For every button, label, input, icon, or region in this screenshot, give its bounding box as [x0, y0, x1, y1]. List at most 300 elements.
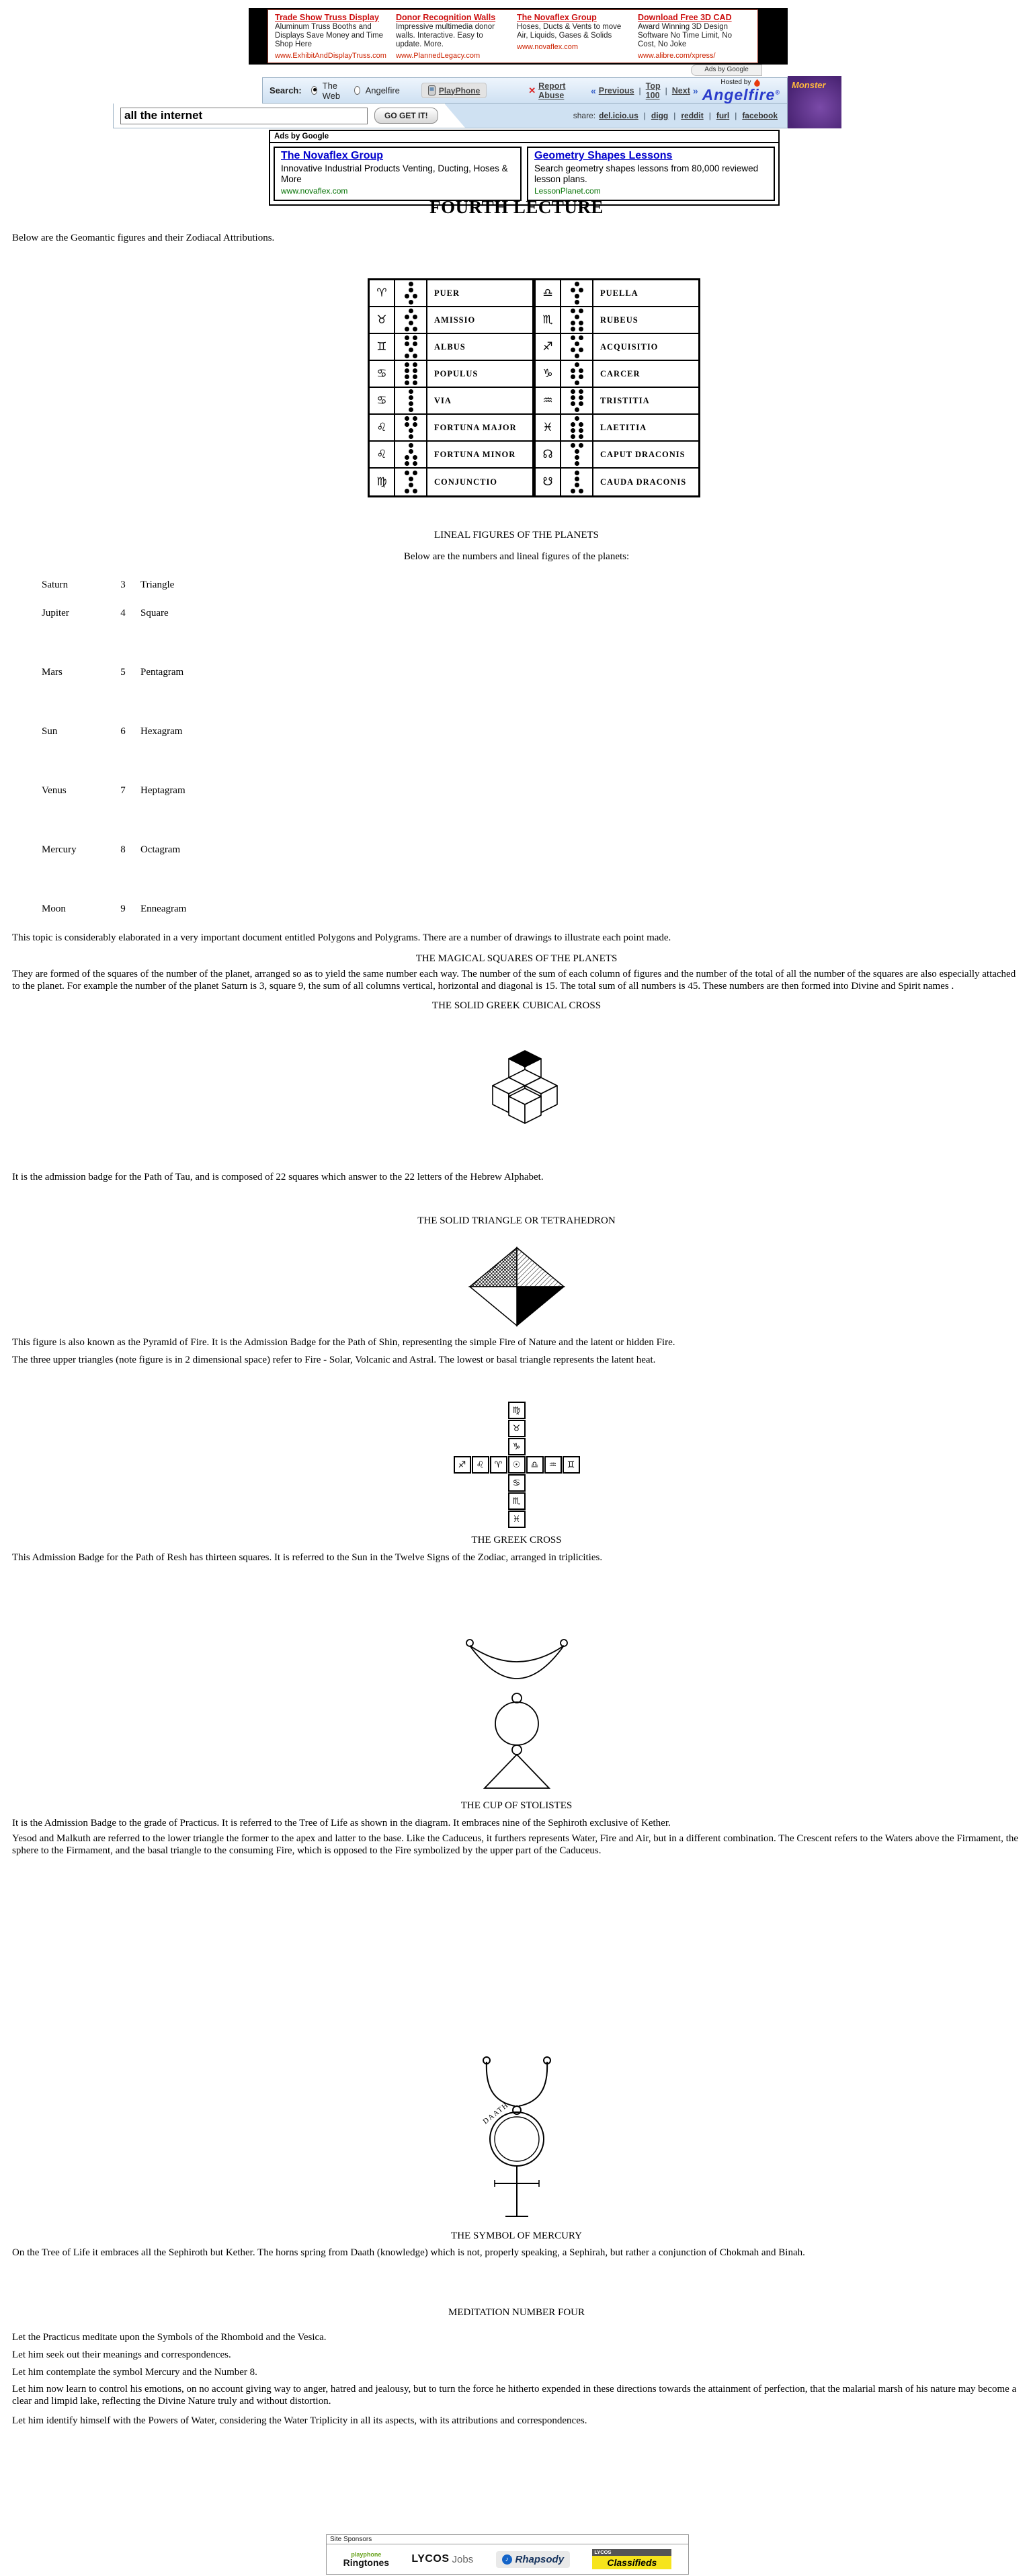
planet-list	[42, 579, 186, 916]
daath-label: DAATH	[481, 2101, 510, 2126]
angelfire-toolbar	[113, 77, 788, 128]
dot-rank	[571, 335, 583, 340]
dot-rank	[575, 380, 579, 385]
zodiac-sign-glyph: ♏	[536, 307, 561, 333]
planet-number: 9	[120, 903, 126, 914]
planet-row	[42, 903, 186, 916]
planet-figure-name: Hexagram	[140, 726, 183, 737]
dot	[413, 461, 417, 466]
dot	[413, 362, 417, 367]
geomantic-row	[536, 307, 698, 334]
heading-magical-squares: THE MAGICAL SQUARES OF THE PLANETS	[415, 953, 618, 964]
dot-rank	[405, 335, 417, 340]
dot	[571, 428, 575, 433]
dot	[405, 354, 409, 358]
dot-rank	[409, 348, 413, 352]
paragraph-meditation-5: Let him identify himself with the Powers of Water, considering the Water Triplicity in all its aspects, with its attributions and correspondences.	[12, 2415, 587, 2426]
dot-rank	[409, 483, 413, 487]
geomantic-row	[536, 280, 698, 307]
separator: |	[665, 85, 667, 95]
dot	[579, 374, 583, 379]
dot-rank	[405, 489, 417, 493]
dot	[405, 294, 409, 298]
geomantic-dots	[395, 415, 427, 440]
dot	[571, 335, 575, 340]
geomantic-name: CARCER	[600, 368, 641, 378]
banner-ad-body: Hoses, Ducts & Vents to move Air, Liquids, Gases & Solids	[517, 23, 622, 40]
dot-rank	[571, 348, 583, 352]
heading-meditation: MEDITATION NUMBER FOUR	[448, 2307, 585, 2318]
geomantic-dots	[561, 388, 593, 413]
dot	[579, 395, 583, 400]
share-link-reddit[interactable]: reddit	[681, 111, 704, 120]
dot	[579, 348, 583, 352]
dot	[575, 471, 579, 475]
dot-rank	[409, 309, 413, 313]
previous-link[interactable]: Previous	[598, 85, 634, 95]
dot-rank	[575, 483, 579, 487]
dot	[413, 471, 417, 475]
greek-cross-cell: ☉	[508, 1456, 526, 1474]
banner-ad-url-link[interactable]: www.novaflex.com	[517, 43, 579, 51]
dot	[405, 315, 409, 319]
dot-rank	[575, 294, 579, 298]
planet-name: Mercury	[42, 844, 77, 855]
dot	[409, 428, 413, 433]
dot-rank	[405, 294, 417, 298]
dot	[409, 309, 413, 313]
banner-ad	[517, 13, 630, 60]
banner-ad-title-link[interactable]: Download Free 3D CAD	[638, 13, 732, 22]
dot	[579, 443, 583, 448]
geomantic-dots	[395, 334, 427, 360]
google-ad-title-link[interactable]: The Novaflex Group	[281, 150, 384, 161]
planet-figure-name: Pentagram	[140, 667, 184, 678]
banner-ad	[396, 13, 509, 60]
geomantic-dots	[561, 280, 593, 306]
greek-cross-cell: ♋	[508, 1474, 526, 1492]
paragraph-tree-of-life: On the Tree of Life it embraces all the Sephiroth but Kether. The horns spring from Daath (knowledge) which is not, properly speaking, a Sephirah, but rather a conjunction of Chokmah and Binah.	[12, 2247, 805, 2258]
dot	[571, 374, 575, 379]
dot-rank	[409, 434, 413, 439]
zodiac-sign-glyph: ♒	[536, 388, 561, 413]
share-link-facebook[interactable]: facebook	[742, 111, 778, 120]
page-title: FOURTH LECTURE	[429, 197, 604, 217]
playphone-link[interactable]	[421, 83, 487, 98]
playphone-label: PlayPhone	[438, 85, 481, 95]
zodiac-sign-glyph: ☋	[536, 469, 561, 495]
greek-cross-cell: ♈	[490, 1456, 507, 1474]
radio-the-web-label[interactable]: The Web	[322, 80, 341, 101]
radio-angelfire-label[interactable]: Angelfire	[365, 85, 400, 95]
geomantic-dots	[395, 361, 427, 387]
dot	[409, 401, 413, 406]
go-get-it-button[interactable]: GO GET IT!	[374, 108, 438, 124]
search-input[interactable]	[120, 108, 368, 124]
share-link-delicious[interactable]: del.icio.us	[599, 111, 638, 120]
dot-rank	[409, 443, 413, 448]
dot-rank	[575, 449, 579, 454]
geomantic-name: POPULUS	[434, 368, 479, 378]
radio-the-web[interactable]	[311, 86, 317, 95]
geomantic-row	[536, 388, 698, 415]
dot	[575, 407, 579, 412]
dot	[405, 362, 409, 367]
sponsor-ringtones[interactable]	[343, 2552, 389, 2567]
dot-rank	[405, 327, 417, 331]
geomantic-table	[368, 278, 700, 497]
planet-row	[42, 844, 186, 856]
dot-rank	[571, 374, 583, 379]
mercury-symbol-figure	[0, 2052, 1033, 2223]
paragraph-path-of-tau: It is the admission badge for the Path of Tau, and is composed of 22 squares which answer to the 22 letters of the Hebrew Alphabet.	[12, 1172, 544, 1182]
monster-ad[interactable]	[788, 76, 841, 128]
dot	[575, 449, 579, 454]
dot-rank	[575, 477, 579, 481]
tetrahedron-drawing	[466, 1245, 567, 1328]
dot-rank	[405, 380, 417, 385]
greek-cross-cell: ♓	[508, 1511, 526, 1528]
dot-rank	[409, 407, 413, 412]
sponsor-classifieds-label: Classifieds	[592, 2556, 671, 2569]
geomantic-row	[370, 361, 532, 388]
geomantic-row	[370, 280, 532, 307]
sponsor-row	[327, 2544, 688, 2574]
banner-ad-url-link[interactable]: www.alibre.com/xpress/	[638, 52, 716, 60]
greek-cross-cell: ♊	[563, 1456, 580, 1474]
dot	[413, 489, 417, 493]
paragraph-three-upper: The three upper triangles (note figure is in 2 dimensional space) refer to Fire - Solar, Volcanic and Astral. The lowest or basal triangle represents the latent heat.	[12, 1355, 656, 1365]
geomantic-name: FORTUNA MAJOR	[434, 422, 517, 432]
dot	[413, 354, 417, 358]
greek-cross-cell: ♐	[454, 1456, 471, 1474]
banner-ad-url-link[interactable]: www.ExhibitAndDisplayTruss.com	[275, 52, 386, 60]
google-ad-url: LessonPlanet.com	[534, 186, 601, 196]
zodiac-sign-glyph: ♊	[370, 334, 395, 360]
geomantic-name: PUER	[434, 288, 460, 298]
dot	[571, 309, 575, 313]
geomantic-name: CAUDA DRACONIS	[600, 477, 687, 487]
dot-rank	[409, 288, 413, 292]
greek-cross-figure	[454, 1402, 580, 1528]
zodiac-sign-glyph: ♈	[370, 280, 395, 306]
sponsor-classifieds[interactable]	[592, 2549, 671, 2569]
radio-angelfire[interactable]	[354, 86, 360, 95]
dot	[571, 321, 575, 325]
geomantic-row	[536, 442, 698, 469]
planet-number: 7	[120, 785, 126, 796]
share-label: share:	[573, 111, 596, 120]
banner-ad-title-link[interactable]: Trade Show Truss Display	[275, 13, 379, 22]
dot	[409, 389, 413, 394]
geomantic-row	[536, 334, 698, 361]
dot	[413, 341, 417, 346]
dot-rank	[575, 461, 579, 466]
zodiac-sign-glyph: ♉	[370, 307, 395, 333]
geomantic-name: ALBUS	[434, 341, 466, 352]
dot-rank	[571, 422, 583, 427]
top-ad-banner	[249, 8, 788, 65]
planet-name: Venus	[42, 785, 67, 796]
planet-number: 3	[120, 579, 126, 590]
planet-figure-name: Square	[140, 608, 169, 618]
geomantic-row	[370, 388, 532, 415]
dot	[571, 368, 575, 373]
planet-row	[42, 726, 186, 738]
chevron-left-icon: «	[590, 85, 596, 96]
banner-ad-body: Award Winning 3D Design Software No Time Limit, No Cost, No Joke	[638, 23, 732, 48]
dot	[571, 327, 575, 331]
geomantic-dots	[395, 469, 427, 495]
geomantic-name: PUELLA	[600, 288, 638, 298]
google-ads-cells	[270, 143, 778, 204]
dot-rank	[405, 362, 417, 367]
dot-rank	[405, 455, 417, 460]
dot-rank	[405, 368, 417, 373]
dot	[575, 380, 579, 385]
dot-rank	[571, 368, 583, 373]
dot	[571, 422, 575, 427]
paragraph-meditation-3: Let him contemplate the symbol Mercury and the Number 8.	[12, 2367, 257, 2378]
heading-greek-cross: THE GREEK CROSS	[471, 1535, 562, 1545]
paragraph-meditation-4: Let him now learn to control his emotions, on no account giving way to anger, hatred and jealousy, but to turn the force he hitherto expended in these directions towards the attainment of perfection, that the malarial marsh of his nature may become a clear and limpid lake, reflecting the Divine Nature truly and without distortion.	[12, 2384, 1017, 2407]
toolbar-row-search	[262, 77, 788, 104]
dot	[409, 348, 413, 352]
dot	[575, 483, 579, 487]
dot	[575, 341, 579, 346]
banner-ad-strip	[267, 9, 758, 63]
geomantic-name: LAETITIA	[600, 422, 647, 432]
mercury-symbol-drawing	[453, 2052, 581, 2223]
monster-ad-label: Monster	[792, 80, 826, 90]
dot	[409, 483, 413, 487]
geomantic-row	[370, 307, 532, 334]
planet-number: 8	[120, 844, 126, 855]
dot	[409, 282, 413, 286]
paragraph-pyramid-of-fire: This figure is also known as the Pyramid of Fire. It is the Admission Badge for the Path of Shin, representing the simple Fire of Nature and the latent or hidden Fire.	[12, 1337, 675, 1348]
dot-rank	[571, 327, 583, 331]
google-ad-title-link[interactable]: Geometry Shapes Lessons	[534, 150, 673, 161]
dot-rank	[405, 471, 417, 475]
cup-of-stolistes-figure	[0, 1625, 1033, 1794]
prev-next-nav	[591, 81, 698, 100]
geomantic-dots	[395, 307, 427, 333]
greek-cross-cell: ♎	[526, 1456, 544, 1474]
google-ads-label: Ads by Google	[270, 131, 778, 143]
banner-ad-url-link[interactable]: www.PlannedLegacy.com	[396, 52, 481, 60]
dot	[579, 434, 583, 439]
zodiac-sign-glyph: ♐	[536, 334, 561, 360]
dot-rank	[575, 282, 579, 286]
dot	[575, 300, 579, 305]
geomantic-row	[536, 361, 698, 388]
dot	[413, 294, 417, 298]
geomantic-dots	[395, 442, 427, 467]
dot	[405, 374, 409, 379]
zodiac-sign-glyph: ☊	[536, 442, 561, 467]
dot-rank	[405, 416, 417, 421]
dot	[409, 434, 413, 439]
cubical-cross-drawing	[460, 1039, 574, 1152]
report-abuse-link[interactable]	[528, 81, 569, 100]
geomantic-row	[370, 469, 532, 495]
separator: |	[708, 111, 711, 120]
dot	[579, 422, 583, 427]
dot-rank	[571, 288, 583, 292]
dot-rank	[575, 471, 579, 475]
dot	[409, 477, 413, 481]
geomantic-name: CAPUT DRACONIS	[600, 449, 686, 459]
share-link-digg[interactable]: digg	[651, 111, 669, 120]
dot	[575, 416, 579, 421]
intro-paragraph: Below are the Geomantic figures and their Zodiacal Attributions.	[12, 233, 275, 243]
planet-name: Moon	[42, 903, 66, 914]
playphone-brand: playphone	[351, 2550, 382, 2558]
dot	[575, 282, 579, 286]
banner-ad-body: Impressive multimedia donor walls. Interactive. Easy to update. More.	[396, 23, 495, 48]
dot	[413, 315, 417, 319]
greek-cross-cell: ♍	[508, 1402, 526, 1419]
dot	[405, 341, 409, 346]
dot	[405, 416, 409, 421]
banner-ad-title-link[interactable]: Donor Recognition Walls	[396, 13, 496, 22]
dot	[579, 327, 583, 331]
geomantic-row	[536, 415, 698, 442]
dot	[409, 321, 413, 325]
dot	[571, 348, 575, 352]
dot	[571, 401, 575, 406]
geomantic-row	[370, 442, 532, 469]
zodiac-sign-glyph: ♌	[370, 415, 395, 440]
paragraph-magical-squares: They are formed of the squares of the number of the planet, arranged so as to yield the same number each way. The number of the sum of each column of figures and the number of the total of all the number of the squares are also especially attached to the planet. For example the number of the planet Saturn is 3, square 9, the sum of all columns vertical, horizontal and diagonal is 15. The total sum of all numbers is 45. These numbers are then formed into Divine and Spirit names .	[12, 969, 1016, 992]
paragraph-meditation-2: Let him seek out their meanings and correspondences.	[12, 2349, 231, 2360]
dot-rank	[575, 362, 579, 367]
chevron-right-icon: »	[692, 85, 698, 96]
dot	[409, 407, 413, 412]
geomantic-dots	[561, 415, 593, 440]
lineal-subtext: Below are the numbers and lineal figures of the planets:	[403, 551, 630, 562]
geomantic-dots	[561, 442, 593, 467]
dot-rank	[405, 461, 417, 466]
geomantic-row	[536, 469, 698, 495]
share-bar	[573, 111, 787, 120]
dot	[575, 294, 579, 298]
dot-rank	[575, 416, 579, 421]
zodiac-sign-glyph: ♋	[370, 388, 395, 413]
dot	[413, 374, 417, 379]
separator: |	[673, 111, 676, 120]
dot-rank	[571, 428, 583, 433]
dot-rank	[571, 395, 583, 400]
banner-ad-body: Aluminum Truss Booths and Displays Save Money and Time Shop Here	[275, 23, 384, 48]
dot-rank	[409, 428, 413, 433]
zodiac-sign-glyph: ♋	[370, 361, 395, 387]
dot-rank	[409, 282, 413, 286]
banner-ad	[638, 13, 751, 60]
next-link[interactable]: Next	[671, 85, 690, 95]
google-ads-box	[269, 130, 780, 206]
dot	[405, 368, 409, 373]
phone-icon	[428, 85, 436, 95]
ads-by-google-badge[interactable]: Ads by Google	[691, 65, 762, 76]
dot	[405, 455, 409, 460]
dot-rank	[409, 389, 413, 394]
geomantic-name: FORTUNA MINOR	[434, 449, 516, 459]
dot	[571, 489, 575, 493]
dot	[405, 489, 409, 493]
geomantic-dots	[561, 361, 593, 387]
dot	[575, 315, 579, 319]
dot-rank	[571, 443, 583, 448]
planet-figure-name: Heptagram	[140, 785, 185, 796]
cubical-cross-figure	[0, 1039, 1033, 1152]
planet-name: Sun	[42, 726, 58, 737]
dot	[413, 422, 417, 427]
geomantic-name: RUBEUS	[600, 315, 638, 325]
dot-rank	[571, 434, 583, 439]
dot	[409, 395, 413, 400]
dot-rank	[571, 321, 583, 325]
dot	[413, 380, 417, 385]
dot	[575, 362, 579, 367]
google-ad-cell	[527, 147, 775, 201]
dot	[579, 335, 583, 340]
dot	[405, 335, 409, 340]
separator: |	[735, 111, 737, 120]
top100-link[interactable]: Top 100	[645, 81, 661, 100]
dot	[405, 471, 409, 475]
search-label: Search:	[270, 85, 302, 95]
dot-rank	[409, 321, 413, 325]
sponsor-rhapsody[interactable]	[496, 2551, 571, 2568]
report-abuse-label: Report Abuse	[538, 81, 566, 100]
search-area	[114, 104, 445, 128]
planet-row	[42, 785, 186, 797]
share-link-furl[interactable]: furl	[716, 111, 730, 120]
geomantic-table-left	[370, 280, 532, 495]
planet-row	[42, 579, 186, 592]
dot	[409, 288, 413, 292]
rhapsody-icon: ♪	[502, 2554, 512, 2565]
dot	[409, 300, 413, 305]
geomantic-row	[370, 415, 532, 442]
sponsor-rhapsody-label: Rhapsody	[515, 2553, 565, 2565]
dot	[405, 327, 409, 331]
greek-cross-cell: ♌	[472, 1456, 489, 1474]
dot-rank	[405, 354, 417, 358]
dot	[579, 368, 583, 373]
planet-figure-name: Octagram	[140, 844, 181, 855]
dot	[571, 389, 575, 394]
dot-rank	[575, 407, 579, 412]
planet-number: 4	[120, 608, 126, 618]
paragraph-polygons: This topic is considerably elaborated in a very important document entitled Polygons and Polygrams. There are a number of drawings to illustrate each point made.	[12, 932, 671, 943]
share-links	[599, 111, 778, 120]
geomantic-name: VIA	[434, 395, 452, 405]
angelfire-wordmark: Angelfire®	[702, 85, 780, 104]
planet-row	[42, 667, 186, 679]
sponsor-lycos-jobs[interactable]	[411, 2553, 473, 2565]
dot-rank	[409, 395, 413, 400]
google-ad-body: Innovative Industrial Products Venting, Ducting, Hoses & More	[281, 163, 508, 184]
planet-figure-name: Enneagram	[140, 903, 187, 914]
angelfire-logo[interactable]	[702, 79, 780, 103]
dot	[413, 368, 417, 373]
dot	[405, 422, 409, 427]
dot-rank	[409, 477, 413, 481]
banner-ad-title-link[interactable]: The Novaflex Group	[517, 13, 597, 22]
dot-rank	[571, 489, 583, 493]
